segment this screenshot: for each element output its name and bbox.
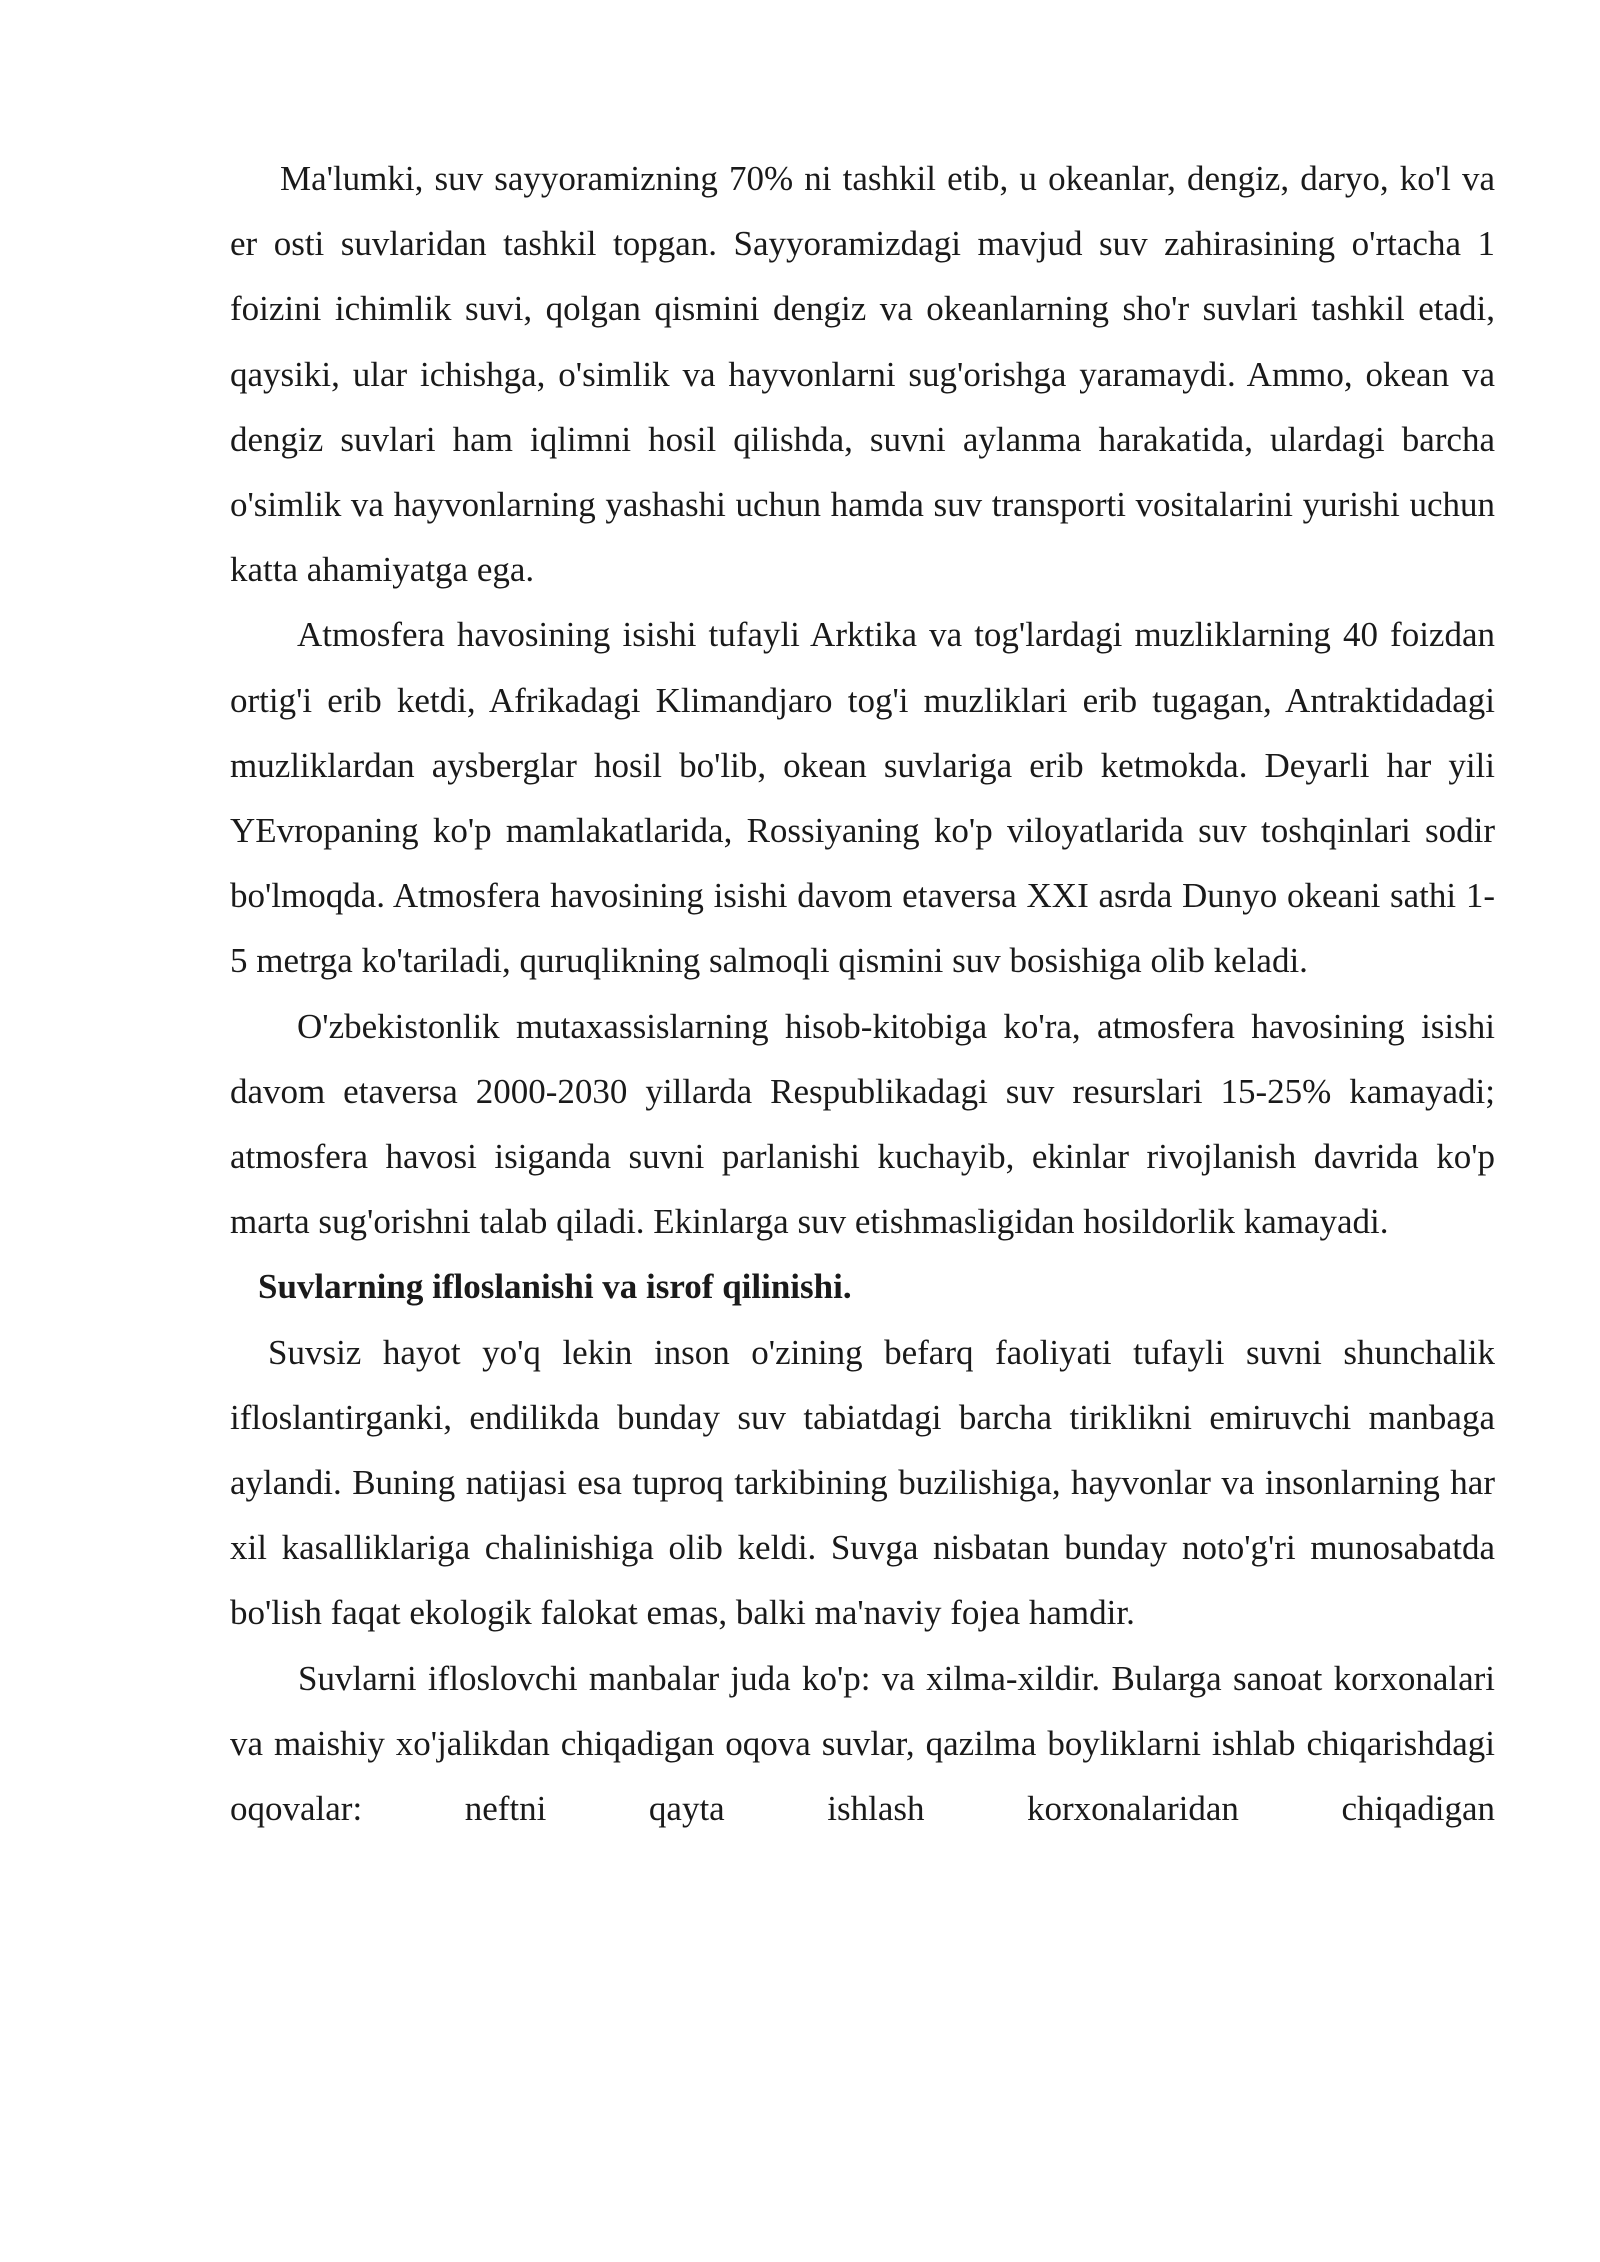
paragraph-water-pollution: Suvsiz hayot yo'q lekin inson o'zining befarq faoliyati tufayli suvni shunchalik ifloslantirganki, endilikda bunday suv tabiatdagi barcha tiriklikni emiruvchi manbaga aylandi. Buning natijasi esa tuproq tarkibining buzilishiga, hayvonlar va insonlarning har xil kasalliklariga chalinishiga olib keldi. Suvga nisbatan bunday noto'g'ri munosabatda bo'lish faqat ekologik falokat emas, balki ma'naviy fojea hamdir. xyxy=(230,1332,1495,1633)
document-body xyxy=(230,146,1495,1841)
paragraph-glacier-melting: Atmosfera havosining isishi tufayli Arktika va tog'lardagi muzliklarning 40 foizdan ortig'i erib ketdi, Afrikadagi Klimandjaro tog'i muzliklari erib tugagan, Antraktidadagi muzliklardan aysberglar hosil bo'lib, okean suvlariga erib ketmokda. Deyarli har yili YEvropaning ko'p mamlakatlarida, Rossiyaning ko'p viloyatlarida suv toshqinlari sodir bo'lmoqda. Atmosfera havosining isishi davom etaversa XXI asrda Dunyo okeani sathi 1-5 metrga ko'tariladi, quruqlikning salmoqli qismini suv bosishiga olib keladi. xyxy=(230,615,1495,981)
paragraph-pollution-sources: Suvlarni ifloslovchi manbalar juda ko'p: va xilma-xildir. Bularga sanoat korxonalari va maishiy xo'jalikdan chiqadigan oqova suvlar, qazilma boyliklarni ishlab chiqarishdagi oqovalar: neftni qayta ishlash korxonalaridan chiqadigan xyxy=(230,1658,1495,1829)
section-heading: Suvlarning ifloslanishi va isrof qilinishi. xyxy=(258,1267,852,1307)
paragraph-water-share: Ma'lumki, suv sayyoramizning 70% ni tashkil etib, u okeanlar, dengiz, daryo, ko'l va er osti suvlaridan tashkil topgan. Sayyoramizdagi mavjud suv zahirasining o'rtacha 1 foizini ichimlik suvi, qolgan qismini dengiz va okeanlarning sho'r suvlari tashkil etadi, qaysiki, ular ichishga, o'simlik va hayvonlarni sug'orishga yaramaydi. Ammo, okean va dengiz suvlari ham iqlimni hosil qilishda, suvni aylanma harakatida, ulardagi barcha o'simlik va hayvonlarning yashashi uchun hamda suv transporti vositalarini yurishi uchun katta ahamiyatga ega. xyxy=(230,159,1495,590)
paragraph-uzbekistan-water-resources: O'zbekistonlik mutaxassislarning hisob-kitobiga ko'ra, atmosfera havosining isishi davom etaversa 2000-2030 yillarda Respublikadagi suv resurslari 15-25% kamayadi; atmosfera havosi isiganda suvni parlanishi kuchayib, ekinlar rivojlanish davrida ko'p marta sug'orishni talab qiladi. Ekinlarga suv etishmasligidan hosildorlik kamayadi. xyxy=(230,1006,1495,1242)
